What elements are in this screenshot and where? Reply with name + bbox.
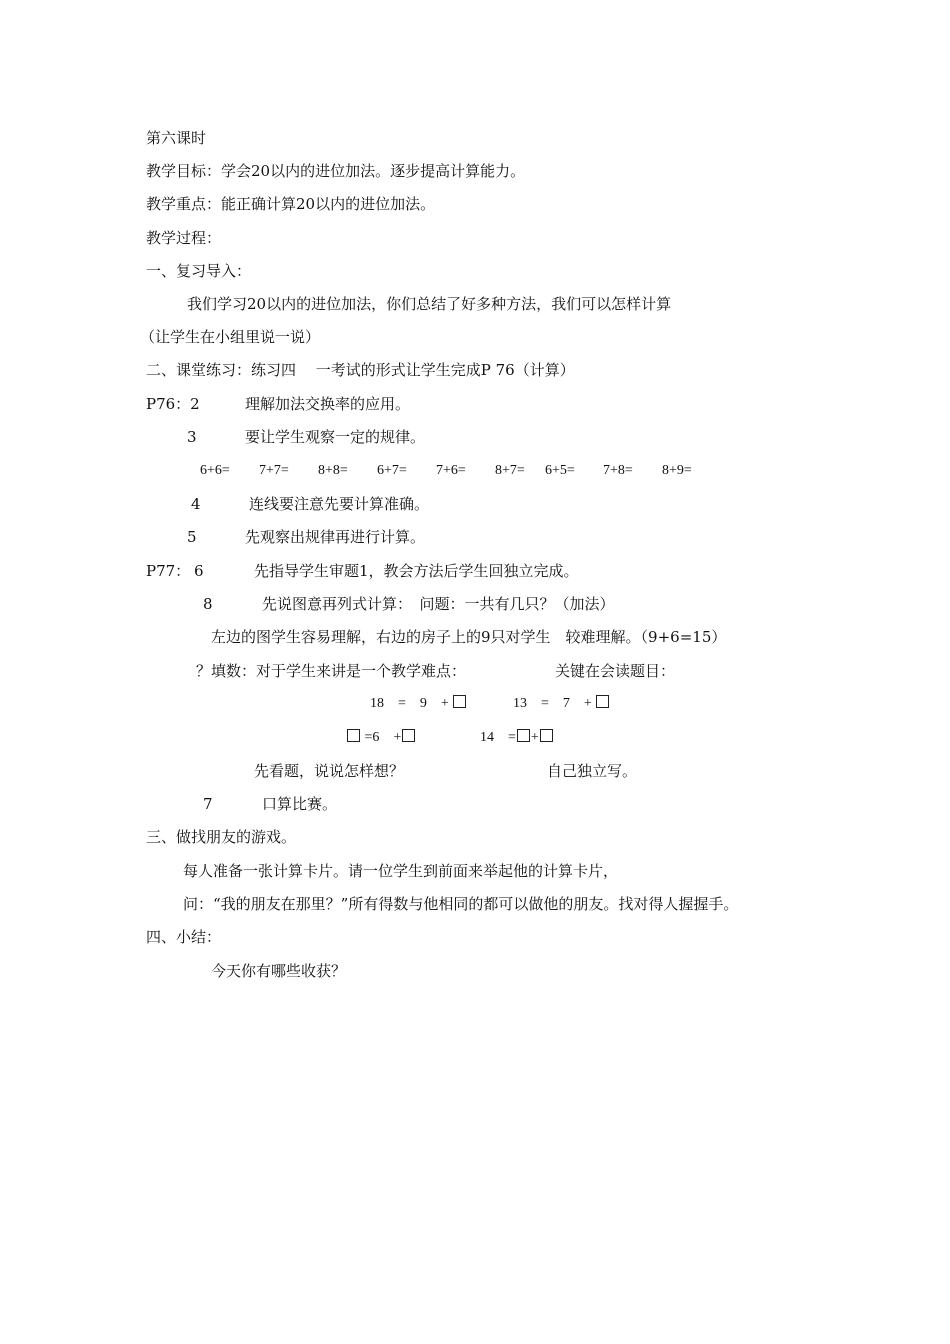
fill-equation-1 (370, 694, 467, 714)
section1-paragraph: 我们学习20以内的进位加法，你们总结了好多种方法，我们可以怎样计算 (187, 295, 672, 313)
equation: 7+7= (259, 463, 289, 478)
section1-heading: 一、复习导入： (146, 262, 252, 280)
section3-paragraph-cont: 问：“我的朋友在那里？”所有得数与他相同的都可以做他的朋友。找对得人握握手。 (183, 895, 739, 913)
exercise-item-5: 先观察出规律再进行计算。 (245, 528, 426, 546)
equation: 6+5= (545, 463, 575, 478)
fill-equation-3-text: =6 + (364, 730, 402, 745)
teaching-process-label: 教学过程： (146, 229, 222, 247)
fill-in-key: 关键在会读题目： (555, 662, 676, 680)
lesson-title: 第六课时 (146, 129, 207, 147)
fill-in-question: ？填数：对于学生来讲是一个教学难点： (196, 662, 467, 680)
exercise-item-5-number: 5 (187, 528, 197, 546)
blank-box (517, 729, 530, 742)
fill-equation-1-text: 18 = 9 + (370, 696, 449, 711)
teaching-key-point: 教学重点：能正确计算20以内的进位加法。 (146, 195, 436, 213)
section1-paragraph-cont: （让学生在小组里说一说） (140, 328, 321, 346)
section4-paragraph: 今天你有哪些收获？ (211, 962, 347, 980)
exercise-item-3: 要让学生观察一定的规律。 (245, 428, 426, 446)
equation: 8+7= (495, 463, 525, 478)
blank-box (596, 695, 609, 708)
exercise-item-2: 理解加法交换率的应用。 (245, 395, 411, 413)
hint-think: 先看题，说说怎样想？ (254, 762, 405, 780)
fill-equation-2-text: 13 = 7 + (513, 696, 592, 711)
p76-label: P76：2 (146, 395, 200, 413)
fill-equation-4-text: 14 = (480, 730, 516, 745)
equation: 7+8= (603, 463, 633, 478)
section4-heading: 四、小结： (146, 928, 222, 946)
fill-equation-4 (480, 728, 554, 748)
hint-write: 自己独立写。 (547, 762, 638, 780)
equation: 8+9= (662, 463, 692, 478)
exercise-item-8-number: 8 (203, 595, 213, 613)
plus-sign: + (530, 730, 539, 745)
equation: 8+8= (318, 463, 348, 478)
equation: 6+6= (200, 463, 230, 478)
fill-equation-3 (346, 728, 416, 748)
blank-box (347, 729, 360, 742)
exercise-item-8-note: 左边的图学生容易理解，右边的房子上的9只对学生 较难理解。（9+6=15） (211, 628, 727, 646)
exercise-item-4-number: 4 (191, 495, 201, 513)
fill-equation-2 (513, 694, 610, 714)
blank-box (453, 695, 466, 708)
exercise-item-7: 口算比赛。 (262, 795, 338, 813)
teaching-objective: 教学目标：学会20以内的进位加法。逐步提高计算能力。 (146, 162, 526, 180)
exercise-item-6-number: 6 (194, 562, 204, 580)
exercise-item-3-number: 3 (187, 428, 197, 446)
section2-heading: 二、课堂练习：练习四 一考试的形式让学生完成P 76（计算） (146, 361, 575, 379)
section3-paragraph: 每人准备一张计算卡片。请一位学生到前面来举起他的计算卡片， (183, 862, 619, 880)
exercise-item-7-number: 7 (203, 795, 213, 813)
blank-box (540, 729, 553, 742)
blank-box (402, 729, 415, 742)
exercise-item-4: 连线要注意先要计算准确。 (249, 495, 430, 513)
exercise-item-8: 先说图意再列式计算： 问题：一共有几只？（加法） (262, 595, 615, 613)
p77-label: P77： (146, 562, 191, 580)
exercise-item-6: 先指导学生审题1，教会方法后学生回独立完成。 (254, 562, 579, 580)
equation: 6+7= (377, 463, 407, 478)
section3-heading: 三、做找朋友的游戏。 (146, 828, 297, 846)
equation: 7+6= (436, 463, 466, 478)
